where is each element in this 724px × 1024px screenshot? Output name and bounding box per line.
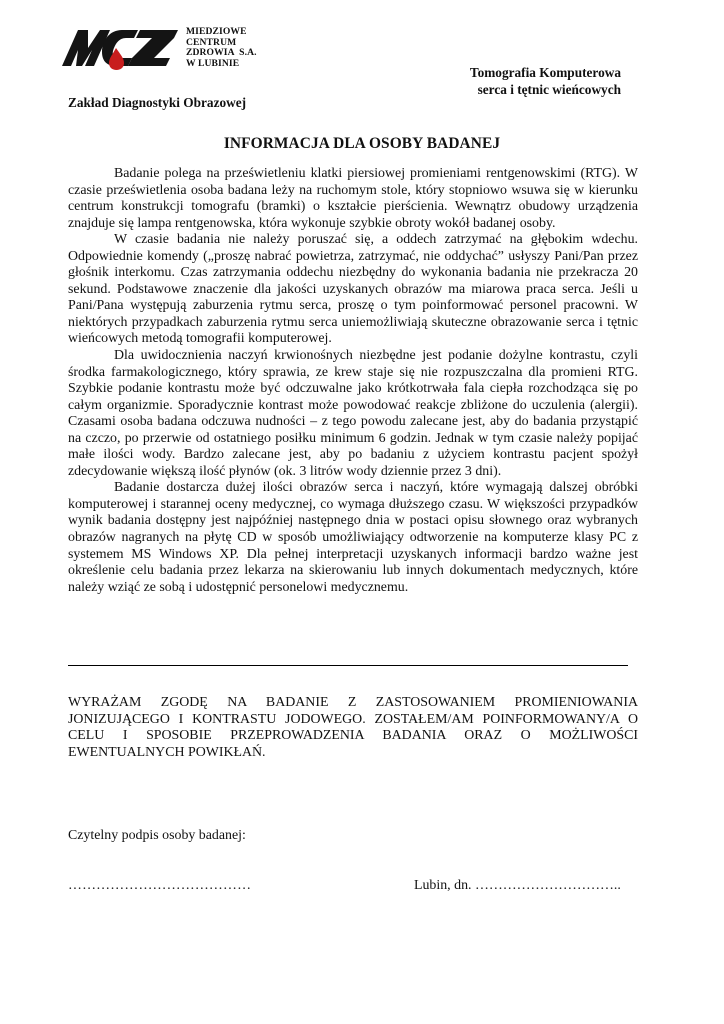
separator-line [68, 665, 628, 666]
information-body [68, 166, 638, 596]
company-line: MIEDZIOWE [186, 26, 247, 37]
signature-field[interactable]: ………………………………… [68, 878, 252, 893]
paragraph: Badanie dostarcza dużej ilości obrazów serca i naczyń, które wymagają dalszej obróbki komputerowej i starannej oceny medycznej, co wymaga dłuższego czasu. W większości przypadków wynik badania dostępny jest najpóźniej następnego dnia w postaci opisu słownego oraz wybranych obrazów nagranych na płytę CD w sposób umożliwiający odtworzenie na komputerze klasy PC z systemem MS Windows XP. Dla pełnej interpretacji uzyskanych informacji bardzo ważne jest określenie celu badania przez lekarza na skierowaniu lub innych dokumentach medycznych, które należy wziąć ze sobą i udostępnić personelowi medycznemu. [68, 480, 638, 595]
department-name: Zakład Diagnostyki Obrazowej [68, 95, 247, 110]
company-line: ZDROWIA S.A. [186, 47, 257, 58]
company-name [186, 27, 257, 69]
paragraph: Badanie polega na prześwietleniu klatki piersiowej promieniami rentgenowskimi (RTG). W czasie prześwietlenia osoba badana leży na ruchomym stole, który stopniowo wsuwa się w kierunku centrum konstrukcji tomografu (bramki) o kształcie pierścienia. Wewnątrz obudowy urządzenia znajduje się lampa rentgenowska, która wykonuje szybkie obroty wokół badanej osoby. [68, 166, 638, 231]
paragraph: W czasie badania nie należy poruszać się, a oddech zatrzymać na głębokim wdechu. Odpowiednie komendy („proszę nabrać powietrza, zatrzymać, nie oddychać” usłyszy Pani/Pan przez głośnik interkomu. Czas zatrzymania oddechu niezbędny do wykonania badania nie przekracza 20 sekund. Podstawowe znaczenie dla jakości uzyskanych obrazów ma miarowa praca serca. Jeśli u Pani/Pana występują zaburzenia rytmu serca, proszę o tym poinformować personel pracowni. W niektórych przypadkach zaburzenia rytmu serca uniemożliwiają skuteczne obrazowanie serca i tętnic wieńcowych metodą tomografii komputerowej. [68, 232, 638, 347]
consent-statement: WYRAŻAM ZGODĘ NA BADANIE Z ZASTOSOWANIEM PROMIENIOWANIA JONIZUJĄCEGO I KONTRASTU JODOWEGO. ZOSTAŁEM/AM POINFORMOWANY/A O CELU I SPOSOBIE PRZEPROWADZENIA BADANIA ORAZ O MOŻLIWOŚCI EWENTUALNYCH POWIKŁAŃ. [68, 695, 638, 760]
company-logo [58, 22, 186, 72]
company-line: CENTRUM [186, 36, 237, 48]
paragraph: Dla uwidocznienia naczyń krwionośnych niezbędne jest podanie dożylne kontrastu, czyli środka farmakologicznego, który sprawia, ze krew staje się nie rozpuszczalna dla promieni RTG. Szybkie podanie kontrastu może być odczuwalne jako krótkotrwała fala ciepła rozchodząca się po całym organizmie. Sporadycznie kontrast może powodować reakcje zbliżone do uczulenia (alergii). Czasami osoba badana odczuwa nudności – z tego powodu zalecane jest, aby do badania przystąpić na czczo, po przerwie od ostatniego posiłku minimum 6 godzin. Jednak w tym czasie należy popijać małe ilości wody. Bardzo zalecane jest, aby po badaniu z użyciem kontrastu pacjent spożył zdecydowanie większą ilość płynów (ok. 3 litrów wody dziennie przez 3 dni). [68, 348, 638, 479]
company-line: W LUBINIE [186, 57, 240, 69]
exam-type-line-2: serca i tętnic wieńcowych [477, 82, 621, 97]
signature-label: Czytelny podpis osoby badanej: [68, 828, 246, 843]
exam-type-line-1: Tomografia Komputerowa [469, 65, 621, 80]
date-field[interactable]: Lubin, dn. ………………………….. [414, 878, 621, 893]
document-title: INFORMACJA DLA OSOBY BADANEJ [223, 135, 501, 152]
exam-type-heading [470, 64, 621, 98]
